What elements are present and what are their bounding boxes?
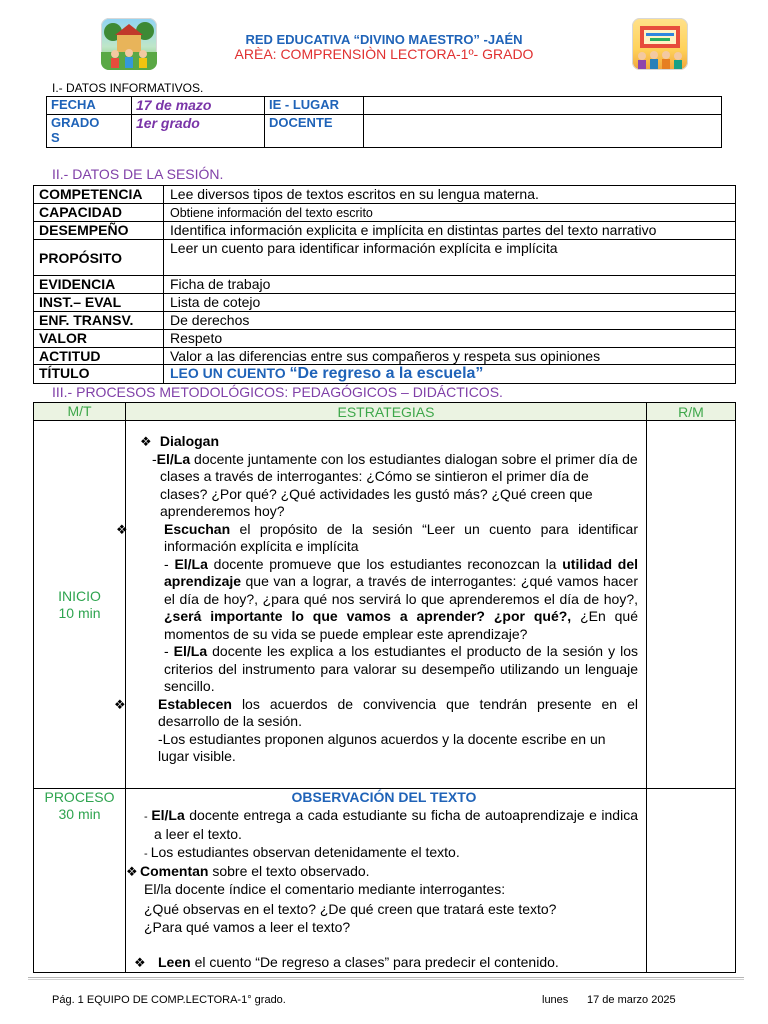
proceso-cell <box>34 789 126 973</box>
comentan-text: sobre el texto observado. <box>208 863 370 879</box>
promueve-text1: docente promueve que los estudiantes reconozcan la <box>207 555 563 572</box>
enf-transv-value: De derechos <box>164 312 736 330</box>
escuchan-bold: Escuchan <box>164 520 231 537</box>
escuchan-text: el propósito de la sesión “Leer un cuento para identificar información explícita e implícita <box>164 520 638 554</box>
establecen-text: los acuerdos de convivencia que tendrán presente en el desarrollo de la sesión. <box>158 695 638 729</box>
promueve-bold3: ¿será importante lo que vamos a aprender? ¿por qué?, <box>164 608 572 624</box>
dialogan-text: docente juntamente con los estudiantes dialogan sobre el primer día de clases a través de interrogantes: ¿Cómo se sintieron el primer día de clases? ¿Por qué? ¿Qué actividades les gustó más? ¿Qué creen que aprenderemos hoy? <box>160 450 638 519</box>
promueve-bold2: utilidad del aprendizaje <box>164 555 638 589</box>
diamond-bullet-icon: ❖ <box>134 955 146 970</box>
docente-label: DOCENTE <box>265 115 364 148</box>
observacion-title: OBSERVACIÓN DEL TEXTO <box>291 789 477 805</box>
enf-transv-key: ENF. TRANSV. <box>34 312 164 330</box>
section2-title: II.- DATOS DE LA SESIÓN. <box>52 166 224 182</box>
grado-value: 1er grado <box>132 115 265 148</box>
explica-paragraph: - El/La docente les explica a los estudiantes el producto de la sesión y los criterios del instrumento para valorar su desempeño utilizando un lenguaje sencillo. <box>164 643 638 694</box>
actitud-value: Valor a las diferencias entre sus compañeros y respeta sus opiniones <box>164 348 736 365</box>
comentan-paragraph <box>126 863 638 881</box>
leen-paragraph <box>130 954 638 972</box>
proceso-rm-cell <box>647 789 736 973</box>
diamond-bullet-icon: ❖ <box>116 521 128 537</box>
indice-paragraph: El/la docente índice el comentario mediante interrogantes: <box>144 880 506 897</box>
ie-lugar-label: IE - LUGAR <box>265 97 364 115</box>
valor-value: Respeto <box>164 330 736 348</box>
desempeno-value: Identifica información explicita e implícita en distintas partes del texto narrativo <box>164 222 736 240</box>
col-strategies-header: ESTRATEGIAS <box>126 403 647 421</box>
proceso-strategies <box>126 789 647 973</box>
desempeno-key: DESEMPEÑO <box>34 222 164 240</box>
comentan-bold: Comentan <box>140 863 209 879</box>
footer-rule-secondary <box>28 979 744 980</box>
dialogan-heading <box>130 433 638 451</box>
footer-day: lunes <box>542 994 569 1006</box>
fecha-value: 17 de mazo <box>132 97 265 115</box>
col-rm-header: R/M <box>647 403 736 421</box>
capacidad-value: Obtiene información del texto escrito <box>164 204 736 222</box>
observan-text: Los estudiantes observan detenidamente el texto. <box>150 843 460 860</box>
evidencia-value: Ficha de trabajo <box>164 276 736 294</box>
titulo-prefix: LEO UN CUENTO <box>170 365 290 381</box>
inicio-label: INICIO <box>58 587 101 604</box>
proposito-value: Leer un cuento para identificar información explícita e implícita <box>164 240 736 276</box>
diamond-bullet-icon: ❖ <box>126 864 138 879</box>
grados-label-line1: GRADO <box>51 115 100 130</box>
inicio-rm-cell <box>647 421 736 789</box>
inst-eval-key: INST.– EVAL <box>34 294 164 312</box>
footer-date: 17 de marzo 2025 <box>587 994 676 1006</box>
section3-title: III.- PROCESOS METODOLÓGICOS: PEDAGÓGICOS – DIDÁCTICOS. <box>52 384 503 400</box>
proceso-label: PROCESO <box>44 789 115 805</box>
ie-lugar-value <box>364 97 722 115</box>
competencia-value: Lee diversos tipos de textos escritos en su lengua materna. <box>164 186 736 204</box>
leen-text: el cuento “De regreso a clases” para predecir el contenido. <box>190 954 559 970</box>
actitud-key: ACTITUD <box>34 348 164 365</box>
question-2: ¿Para qué vamos a leer el texto? <box>144 918 351 935</box>
entrega-bold: El/La <box>151 806 185 823</box>
dialogan-bold: El/La <box>156 450 191 467</box>
promueve-text2: que van a lograr, a través de interrogantes: ¿qué vamos hacer el día de hoy?, ¿para qué nos servirá lo que aprenderemos el día de hoy?, <box>164 573 638 607</box>
docente-value <box>364 115 722 148</box>
titulo-value <box>164 365 736 384</box>
dialogan-paragraph: -El/La docente juntamente con los estudiantes dialogan sobre el primer día de clases a través de interrogantes: ¿Cómo se sintieron el primer día de clases? ¿Por qué? ¿Qué actividades les gustó más? ¿Qué creen que aprenderemos hoy? <box>152 450 638 519</box>
capacidad-key: CAPACIDAD <box>34 204 164 222</box>
establecen-paragraph <box>114 695 638 731</box>
proposito-key: PROPÓSITO <box>34 240 164 276</box>
escuchan-paragraph <box>116 520 638 556</box>
session-table <box>33 185 736 384</box>
grados-label <box>47 115 132 148</box>
proponen-paragraph: -Los estudiantes proponen algunos acuerdos y la docente escribe en un lugar visible. <box>158 730 606 764</box>
establecen-bold: Establecen <box>158 695 232 712</box>
valor-key: VALOR <box>34 330 164 348</box>
footer-left: Pág. 1 EQUIPO DE COMP.LECTORA-1° grado. <box>52 994 286 1006</box>
proceso-time: 30 min <box>58 806 101 822</box>
grados-label-line2: S <box>51 130 60 145</box>
observan-paragraph: - Los estudiantes observan detenidamente el texto. <box>144 843 460 860</box>
fecha-label: FECHA <box>47 97 132 115</box>
promueve-bold: El/La <box>174 555 208 572</box>
inicio-time: 10 min <box>58 604 101 621</box>
explica-text: docente les explica a los estudiantes el producto de la sesión y los criterios del instrumento para valorar su desempeño utilizando un lenguaje sencillo. <box>164 643 638 694</box>
diamond-bullet-icon: ❖ <box>140 434 152 449</box>
explica-bold: El/La <box>173 643 208 659</box>
inicio-strategies <box>114 421 647 789</box>
entrega-paragraph: - El/La docente entrega a cada estudiante su ficha de autoaprendizaje e indica a leer el texto. <box>144 806 638 842</box>
evidencia-key: EVIDENCIA <box>34 276 164 294</box>
entrega-text: docente entrega a cada estudiante su ficha de autoaprendizaje e indica a leer el texto. <box>154 806 638 842</box>
titulo-key: TÍTULO <box>34 365 164 384</box>
section1-title: I.- DATOS INFORMATIVOS. <box>52 81 204 95</box>
inst-eval-value: Lista de cotejo <box>164 294 736 312</box>
info-table <box>46 96 722 148</box>
titulo-main: “De regreso a la escuela” <box>289 365 484 382</box>
process-table <box>33 402 736 973</box>
footer-rule <box>28 977 744 978</box>
dialogan-title: Dialogan <box>159 433 220 449</box>
competencia-key: COMPETENCIA <box>34 186 164 204</box>
area-title: ARÈA: COMPRENSIÒN LECTORA-1º- GRADO <box>234 46 534 62</box>
diamond-bullet-icon: ❖ <box>114 696 126 712</box>
promueve-paragraph: - El/La docente promueve que los estudiantes reconozcan la utilidad del aprendizaje que van a lograr, a través de interrogantes: ¿qué vamos hacer el día de hoy?, ¿para qué nos servirá lo que aprenderemos el día de hoy?, ¿será importante lo que vamos a aprender? ¿por qué?, ¿En qué momentos de su vida se puede emplear este aprendizaje? <box>164 555 638 642</box>
inicio-cell <box>34 421 126 789</box>
question-1: ¿Qué observas en el texto? ¿De qué creen que tratará este texto? <box>144 901 557 917</box>
network-title: RED EDUCATIVA “DIVINO MAESTRO” -JAÉN <box>245 32 523 47</box>
col-mt-header: M/T <box>34 403 126 421</box>
promueve-text3: ¿En qué momentos de su vida se puede emplear este aprendizaje? <box>164 608 638 642</box>
leen-bold: Leen <box>158 954 191 970</box>
